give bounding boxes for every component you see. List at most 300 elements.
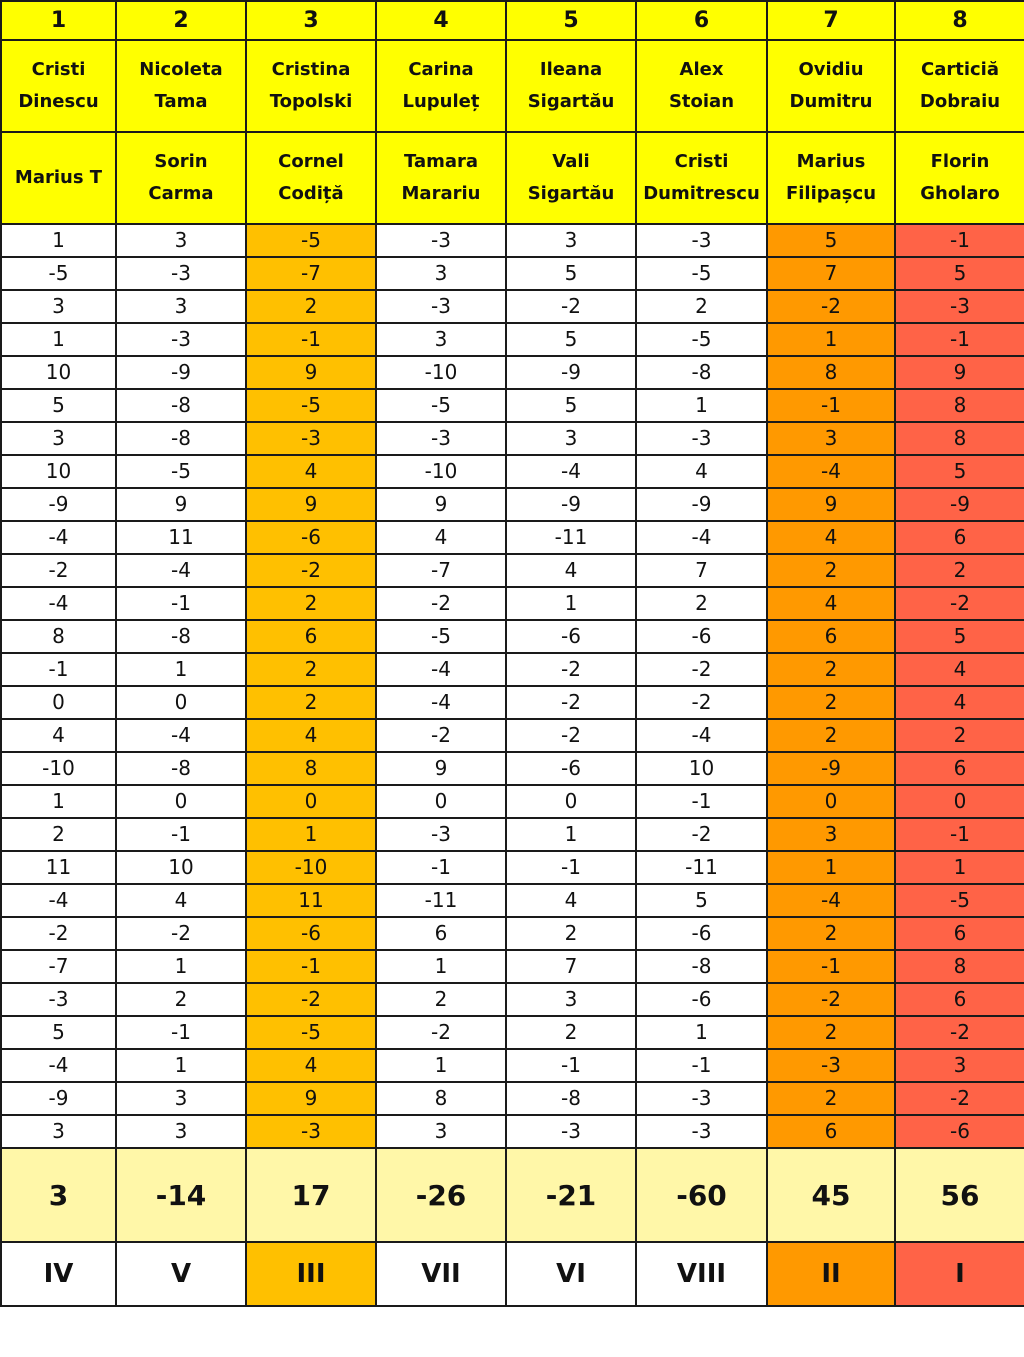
score-cell: -8: [116, 422, 246, 455]
player-name-line: Dobraiu: [919, 91, 1001, 112]
score-cell: 2: [767, 653, 895, 686]
player-name-line: Topolski: [269, 91, 353, 112]
score-cell: -6: [636, 620, 767, 653]
score-cell: -1: [116, 818, 246, 851]
score-cell: 1: [506, 818, 636, 851]
score-cell: -7: [246, 257, 376, 290]
score-cell: 0: [246, 785, 376, 818]
score-cell: -4: [1, 1049, 116, 1082]
score-cell: 1: [376, 950, 506, 983]
score-cell: -3: [376, 290, 506, 323]
score-cell: 5: [1, 1016, 116, 1049]
score-cell: 8: [246, 752, 376, 785]
score-cell: 11: [116, 521, 246, 554]
score-cell: -1: [767, 389, 895, 422]
score-cell: -3: [506, 1115, 636, 1148]
score-cell: -3: [376, 422, 506, 455]
score-row: [1, 257, 1024, 290]
score-cell: -1: [506, 851, 636, 884]
score-cell: -4: [1, 587, 116, 620]
score-cell: -8: [506, 1082, 636, 1115]
score-cell: 0: [116, 686, 246, 719]
score-cell: 8: [1, 620, 116, 653]
score-cell: 2: [246, 653, 376, 686]
score-cell: -3: [1, 983, 116, 1016]
score-cell: -2: [376, 1016, 506, 1049]
score-cell: 1: [116, 950, 246, 983]
player-name-line: Carma: [148, 183, 214, 204]
score-cell: 4: [506, 884, 636, 917]
player-name-line: Cristi: [31, 59, 86, 80]
score-row: [1, 1016, 1024, 1049]
score-cell: 3: [506, 983, 636, 1016]
score-cell: -2: [246, 554, 376, 587]
column-number-cell: 2: [116, 1, 246, 40]
score-cell: -4: [376, 653, 506, 686]
player2-name-row: [1, 132, 1024, 224]
score-cell: 2: [767, 1016, 895, 1049]
score-cell: -11: [506, 521, 636, 554]
score-cell: 2: [895, 554, 1024, 587]
player-name-line: Marariu: [401, 183, 481, 204]
rank-cell: VI: [506, 1242, 636, 1306]
score-cell: -5: [116, 455, 246, 488]
score-cell: -2: [506, 686, 636, 719]
score-cell: -4: [636, 719, 767, 752]
score-row: [1, 1049, 1024, 1082]
score-cell: 0: [1, 686, 116, 719]
total-cell: 56: [895, 1148, 1024, 1242]
score-cell: 2: [767, 554, 895, 587]
player1-name-cell: [376, 40, 506, 132]
player2-name-cell: [895, 132, 1024, 224]
score-cell: -3: [116, 257, 246, 290]
player-name-line: Cornel: [278, 151, 344, 172]
column-number-cell: 8: [895, 1, 1024, 40]
score-cell: 9: [246, 356, 376, 389]
score-cell: -2: [767, 983, 895, 1016]
score-cell: -4: [1, 521, 116, 554]
player1-name-cell: [246, 40, 376, 132]
player-name-line: Ileana: [539, 59, 603, 80]
player-name-line: Cristi: [674, 151, 729, 172]
score-cell: -4: [116, 554, 246, 587]
score-cell: -4: [506, 455, 636, 488]
player-name-line: Stoian: [668, 91, 735, 112]
score-cell: 11: [246, 884, 376, 917]
score-row: [1, 983, 1024, 1016]
score-cell: 1: [1, 785, 116, 818]
score-cell: -2: [895, 587, 1024, 620]
score-row: [1, 653, 1024, 686]
column-number-cell: 5: [506, 1, 636, 40]
total-cell: 45: [767, 1148, 895, 1242]
score-cell: 2: [767, 1082, 895, 1115]
score-cell: 9: [376, 488, 506, 521]
score-cell: -1: [246, 323, 376, 356]
score-cell: 1: [246, 818, 376, 851]
score-cell: -2: [1, 554, 116, 587]
score-row: [1, 884, 1024, 917]
score-cell: 6: [895, 917, 1024, 950]
column-number-cell: 4: [376, 1, 506, 40]
player2-name-cell: [506, 132, 636, 224]
player-name-line: Tamara: [403, 151, 479, 172]
player-name-line: Codiță: [278, 183, 344, 204]
score-cell: 6: [376, 917, 506, 950]
score-cell: 4: [767, 587, 895, 620]
score-cell: 3: [376, 257, 506, 290]
total-cell: -14: [116, 1148, 246, 1242]
score-cell: 1: [636, 389, 767, 422]
score-cell: -5: [246, 224, 376, 257]
score-cell: 2: [376, 983, 506, 1016]
score-cell: -1: [116, 1016, 246, 1049]
score-cell: -5: [376, 620, 506, 653]
rank-cell: III: [246, 1242, 376, 1306]
player2-name-cell: [636, 132, 767, 224]
column-number-cell: 6: [636, 1, 767, 40]
player-name-line: Marius T: [14, 167, 103, 188]
player-name-line: Cristina: [271, 59, 351, 80]
score-cell: 10: [1, 455, 116, 488]
score-cell: -2: [376, 587, 506, 620]
score-row: [1, 224, 1024, 257]
score-cell: 2: [246, 686, 376, 719]
score-row: [1, 290, 1024, 323]
player-name-line: Florin: [930, 151, 990, 172]
rank-cell: VII: [376, 1242, 506, 1306]
player-name-line: Carticiă: [921, 59, 999, 80]
player2-name-cell: [767, 132, 895, 224]
player-name-line: Sorin: [154, 151, 208, 172]
player-name-line: Tama: [154, 91, 208, 112]
score-cell: 3: [1, 1115, 116, 1148]
score-cell: 5: [895, 620, 1024, 653]
score-cell: 3: [116, 224, 246, 257]
score-cell: -10: [246, 851, 376, 884]
score-cell: 4: [636, 455, 767, 488]
player-name-line: Nicoleta: [139, 59, 223, 80]
score-cell: -2: [116, 917, 246, 950]
score-cell: -2: [895, 1082, 1024, 1115]
score-cell: 7: [636, 554, 767, 587]
rank-cell: II: [767, 1242, 895, 1306]
score-cell: 2: [895, 719, 1024, 752]
score-cell: -6: [506, 620, 636, 653]
score-cell: 6: [767, 620, 895, 653]
score-cell: 5: [767, 224, 895, 257]
score-cell: 6: [895, 983, 1024, 1016]
score-cell: -9: [506, 356, 636, 389]
score-cell: 5: [895, 257, 1024, 290]
score-cell: -2: [636, 653, 767, 686]
score-cell: 3: [376, 1115, 506, 1148]
score-cell: 5: [895, 455, 1024, 488]
score-cell: -2: [376, 719, 506, 752]
score-cell: -7: [1, 950, 116, 983]
score-cell: -11: [636, 851, 767, 884]
score-row: [1, 950, 1024, 983]
score-cell: -5: [246, 1016, 376, 1049]
score-cell: 6: [895, 752, 1024, 785]
score-cell: -5: [636, 257, 767, 290]
total-cell: -60: [636, 1148, 767, 1242]
score-cell: -2: [636, 818, 767, 851]
rank-cell: I: [895, 1242, 1024, 1306]
score-row: [1, 818, 1024, 851]
score-cell: -1: [376, 851, 506, 884]
score-cell: -10: [376, 356, 506, 389]
score-cell: 4: [767, 521, 895, 554]
score-cell: 1: [116, 653, 246, 686]
score-cell: 3: [767, 422, 895, 455]
score-cell: -1: [895, 323, 1024, 356]
score-cell: -2: [895, 1016, 1024, 1049]
score-cell: -5: [895, 884, 1024, 917]
score-cell: 2: [506, 917, 636, 950]
score-row: [1, 752, 1024, 785]
score-cell: 9: [246, 1082, 376, 1115]
score-row: [1, 917, 1024, 950]
score-cell: -3: [767, 1049, 895, 1082]
column-number-cell: 3: [246, 1, 376, 40]
score-cell: -1: [116, 587, 246, 620]
player-name-line: Filipașcu: [785, 183, 877, 204]
score-cell: -3: [376, 224, 506, 257]
score-cell: -2: [506, 719, 636, 752]
score-cell: 9: [116, 488, 246, 521]
score-cell: 2: [767, 719, 895, 752]
score-cell: 2: [506, 1016, 636, 1049]
score-cell: -2: [506, 653, 636, 686]
score-cell: 2: [246, 587, 376, 620]
score-cell: 9: [246, 488, 376, 521]
player-name-line: Ovidiu: [798, 59, 864, 80]
score-cell: 4: [895, 686, 1024, 719]
player1-name-cell: [506, 40, 636, 132]
score-cell: 6: [767, 1115, 895, 1148]
score-cell: -8: [636, 356, 767, 389]
ranks-row: [1, 1242, 1024, 1306]
player2-name-cell: [246, 132, 376, 224]
score-cell: 9: [895, 356, 1024, 389]
player-name-line: Alex: [679, 59, 724, 80]
score-cell: 3: [116, 1082, 246, 1115]
player-name-line: Sigartău: [527, 183, 615, 204]
player-name-line: Lupuleț: [402, 91, 480, 112]
score-cell: 5: [636, 884, 767, 917]
score-row: [1, 554, 1024, 587]
score-cell: -3: [246, 1115, 376, 1148]
score-cell: 0: [767, 785, 895, 818]
score-cell: -6: [636, 983, 767, 1016]
score-cell: 3: [116, 290, 246, 323]
total-cell: -21: [506, 1148, 636, 1242]
score-cell: 1: [767, 851, 895, 884]
score-cell: -10: [376, 455, 506, 488]
score-cell: -8: [116, 389, 246, 422]
score-cell: 0: [895, 785, 1024, 818]
score-cell: -9: [1, 488, 116, 521]
score-cell: -9: [506, 488, 636, 521]
score-cell: -6: [506, 752, 636, 785]
score-cell: -5: [1, 257, 116, 290]
score-cell: -6: [636, 917, 767, 950]
column-number-cell: 1: [1, 1, 116, 40]
score-cell: 5: [506, 257, 636, 290]
score-row: [1, 686, 1024, 719]
score-cell: 5: [506, 389, 636, 422]
score-cell: -2: [767, 290, 895, 323]
score-cell: 1: [767, 323, 895, 356]
score-cell: 1: [1, 323, 116, 356]
score-row: [1, 587, 1024, 620]
score-cell: 8: [895, 422, 1024, 455]
score-cell: -2: [506, 290, 636, 323]
score-cell: 0: [506, 785, 636, 818]
score-cell: 4: [246, 1049, 376, 1082]
score-cell: 3: [767, 818, 895, 851]
score-cell: 2: [1, 818, 116, 851]
score-cell: -3: [895, 290, 1024, 323]
player-name-line: Dinescu: [18, 91, 99, 112]
player-name-line: Vali: [552, 151, 590, 172]
score-cell: 2: [246, 290, 376, 323]
score-cell: -3: [376, 818, 506, 851]
score-cell: 10: [636, 752, 767, 785]
total-cell: -26: [376, 1148, 506, 1242]
score-cell: -2: [246, 983, 376, 1016]
score-cell: -7: [376, 554, 506, 587]
score-cell: -6: [246, 521, 376, 554]
score-cell: 2: [636, 587, 767, 620]
score-cell: 8: [895, 950, 1024, 983]
score-cell: 3: [1, 290, 116, 323]
score-cell: 8: [767, 356, 895, 389]
score-cell: -3: [116, 323, 246, 356]
rank-cell: VIII: [636, 1242, 767, 1306]
score-cell: 4: [895, 653, 1024, 686]
score-cell: 8: [895, 389, 1024, 422]
player1-name-row: [1, 40, 1024, 132]
score-cell: 0: [116, 785, 246, 818]
score-row: [1, 455, 1024, 488]
score-cell: 1: [506, 587, 636, 620]
score-cell: -9: [767, 752, 895, 785]
player-name-line: Carina: [408, 59, 474, 80]
score-cell: 5: [506, 323, 636, 356]
total-cell: 3: [1, 1148, 116, 1242]
player1-name-cell: [116, 40, 246, 132]
score-row: [1, 488, 1024, 521]
score-cell: 7: [506, 950, 636, 983]
score-row: [1, 389, 1024, 422]
score-cell: -8: [116, 620, 246, 653]
score-row: [1, 1115, 1024, 1148]
score-cell: -4: [767, 884, 895, 917]
score-cell: -1: [895, 224, 1024, 257]
score-cell: 1: [1, 224, 116, 257]
score-cell: 1: [376, 1049, 506, 1082]
score-row: [1, 620, 1024, 653]
score-cell: 6: [895, 521, 1024, 554]
player2-name-cell: [116, 132, 246, 224]
player2-name-cell: [1, 132, 116, 224]
player-name-line: Marius: [796, 151, 866, 172]
score-cell: -1: [636, 1049, 767, 1082]
score-cell: -1: [246, 950, 376, 983]
score-cell: -4: [636, 521, 767, 554]
score-row: [1, 422, 1024, 455]
score-cell: 2: [767, 917, 895, 950]
player-name-line: Sigartău: [527, 91, 615, 112]
score-row: [1, 785, 1024, 818]
score-row: [1, 719, 1024, 752]
column-number-cell: 7: [767, 1, 895, 40]
score-cell: -8: [636, 950, 767, 983]
score-cell: 10: [1, 356, 116, 389]
score-cell: -3: [636, 1082, 767, 1115]
totals-row: [1, 1148, 1024, 1242]
score-cell: -4: [116, 719, 246, 752]
score-cell: 4: [1, 719, 116, 752]
score-cell: -4: [1, 884, 116, 917]
score-cell: 4: [246, 719, 376, 752]
score-cell: -2: [1, 917, 116, 950]
score-cell: 10: [116, 851, 246, 884]
rank-cell: IV: [1, 1242, 116, 1306]
score-row: [1, 851, 1024, 884]
player1-name-cell: [636, 40, 767, 132]
score-cell: -5: [376, 389, 506, 422]
score-cell: -1: [506, 1049, 636, 1082]
score-cell: 3: [506, 224, 636, 257]
player-name-line: Dumitrescu: [643, 183, 760, 204]
score-cell: -1: [767, 950, 895, 983]
score-cell: 6: [246, 620, 376, 653]
score-cell: 0: [376, 785, 506, 818]
score-cell: -9: [116, 356, 246, 389]
score-cell: 4: [376, 521, 506, 554]
score-cell: 5: [1, 389, 116, 422]
score-cell: -6: [895, 1115, 1024, 1148]
score-cell: 2: [636, 290, 767, 323]
score-cell: -4: [767, 455, 895, 488]
score-cell: -2: [636, 686, 767, 719]
player1-name-cell: [895, 40, 1024, 132]
score-cell: 4: [116, 884, 246, 917]
player-name-line: Gholaro: [920, 183, 1000, 204]
score-row: [1, 521, 1024, 554]
score-cell: 9: [376, 752, 506, 785]
column-number-row: [1, 1, 1024, 40]
score-cell: 1: [895, 851, 1024, 884]
total-cell: 17: [246, 1148, 376, 1242]
score-cell: -1: [1, 653, 116, 686]
score-cell: -8: [116, 752, 246, 785]
score-cell: -6: [246, 917, 376, 950]
player1-name-cell: [1, 40, 116, 132]
score-cell: 4: [506, 554, 636, 587]
score-cell: -9: [636, 488, 767, 521]
score-row: [1, 323, 1024, 356]
score-cell: 8: [376, 1082, 506, 1115]
player1-name-cell: [767, 40, 895, 132]
score-cell: 2: [116, 983, 246, 1016]
score-cell: -10: [1, 752, 116, 785]
score-row: [1, 356, 1024, 389]
